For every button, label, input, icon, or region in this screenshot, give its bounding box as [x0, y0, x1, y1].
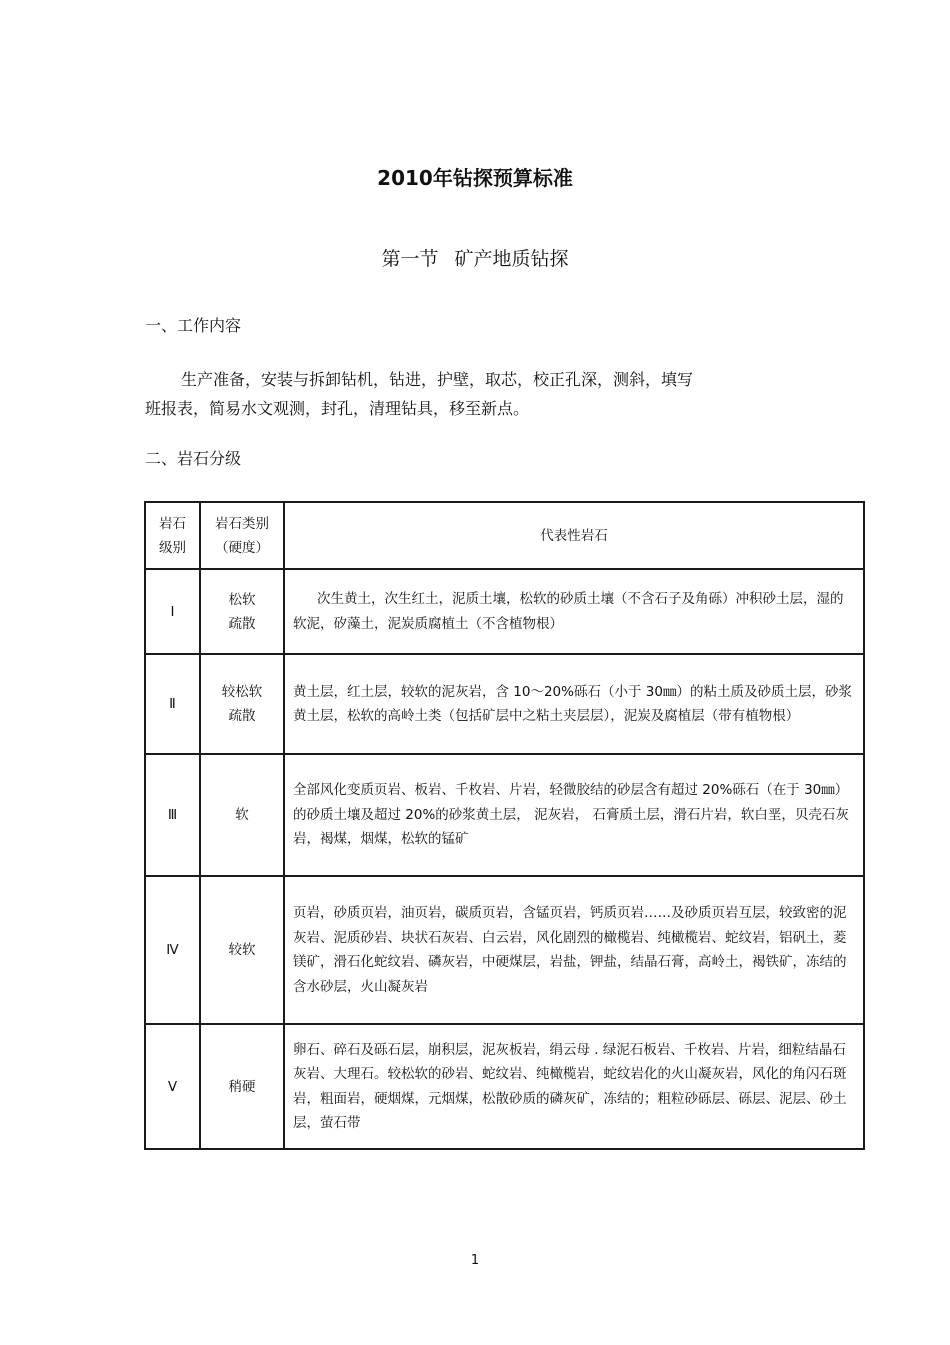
class-line: 疏散 [228, 615, 256, 632]
header-class-line: （硬度） [215, 539, 269, 556]
class-line: 较松软 [221, 684, 263, 700]
class-cell [200, 1024, 284, 1149]
desc-cell: 次生黄土，次生红土，泥质土壤，松软的砂质土壤（不含石子及角砾）冲积砂土层，湿的软泥，矽藻土，泥炭质腐植土（不含植物根） [284, 569, 864, 654]
table-header-row [145, 502, 864, 569]
work-content-paragraph [145, 365, 770, 423]
header-desc: 代表性岩石 [284, 502, 864, 569]
header-class [200, 502, 284, 569]
page-title: 2010年钻探预算标准 [377, 166, 573, 190]
heading-rock-grading: 二、岩石分级 [145, 449, 242, 468]
table-row [145, 876, 864, 1024]
grade-cell: Ⅲ [145, 754, 200, 876]
desc-cell: 黄土层，红土层，较软的泥灰岩，含 10～20%砾石（小于 30㎜）的粘土质及砂质土层，砂浆黄土层，松软的高岭土类（包括矿层中之粘土夹层层），泥炭及腐植层（带有植物根） [284, 654, 864, 754]
rock-grading-table [144, 501, 865, 1150]
table-row [145, 654, 864, 754]
page-number: 1 [470, 1253, 480, 1268]
header-grade-line: 岩石 [159, 515, 186, 532]
table-row [145, 1024, 864, 1149]
class-line: 软 [235, 807, 249, 823]
table-row [145, 754, 864, 876]
section-title: 第一节 矿产地质钻探 [381, 248, 569, 270]
class-line: 松软 [228, 591, 256, 608]
class-cell [200, 654, 284, 754]
header-grade [145, 502, 200, 569]
paragraph-line: 班报表，简易水文观测，封孔，清理钻具，移至新点。 [145, 399, 530, 418]
class-line: 较软 [228, 942, 256, 958]
table-row [145, 569, 864, 654]
header-class-line: 岩石类别 [215, 515, 269, 532]
paragraph-line: 生产准备，安装与拆卸钻机，钻进，护壁，取芯，校正孔深，测斜，填写 [181, 370, 694, 389]
grade-cell: Ⅰ [145, 569, 200, 654]
desc-cell: 页岩，砂质页岩，油页岩，碳质页岩，含锰页岩，钙质页岩……及砂质页岩互层，较致密的泥灰岩、泥质砂岩、块状石灰岩、白云岩，风化剧烈的橄榄岩、纯橄榄岩、蛇纹岩，铝矾土，菱镁矿，滑石化蛇纹岩、磷灰岩，中硬煤层，岩盐，钾盐，结晶石膏，高岭土，褐铁矿，冻结的含水砂层，火山凝灰岩 [284, 876, 864, 1024]
grade-cell: Ⅳ [145, 876, 200, 1024]
desc-cell: 卵石、碎石及砾石层，崩积层，泥灰板岩，绢云母 . 绿泥石板岩、千枚岩、片岩，细粒结晶石灰岩、大理石。较松软的砂岩、蛇纹岩、纯橄榄岩，蛇纹岩化的火山凝灰岩，风化的角闪石斑岩，粗面岩，硬烟煤，元烟煤，松散砂质的磷灰矿，冻结的；粗粒砂砾层、砾层、泥层、砂土层，萤石带 [284, 1024, 864, 1149]
class-line: 疏散 [228, 708, 256, 724]
grade-cell: Ⅱ [145, 654, 200, 754]
header-grade-line: 级别 [159, 539, 186, 556]
class-line: 稍硬 [228, 1078, 256, 1095]
desc-cell: 全部风化变质页岩、板岩、千枚岩、片岩，轻微胶结的砂层含有超过 20%砾石（在于 30㎜）的砂质土壤及超过 20%的砂浆黄土层， 泥灰岩， 石膏质土层，滑石片岩，软白垩，贝壳石灰岩，褐煤，烟煤，松软的锰矿 [284, 754, 864, 876]
class-cell [200, 876, 284, 1024]
grade-cell: V [145, 1024, 200, 1149]
class-cell [200, 569, 284, 654]
heading-work-content: 一、工作内容 [145, 316, 242, 335]
class-cell [200, 754, 284, 876]
